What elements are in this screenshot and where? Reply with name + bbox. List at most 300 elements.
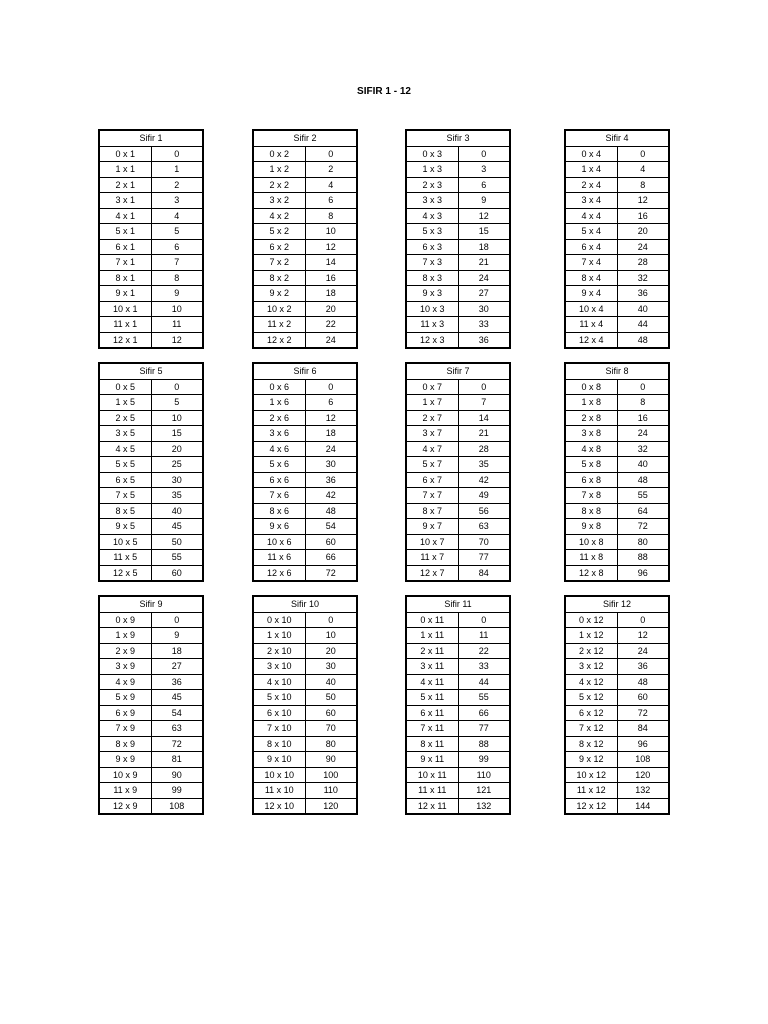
product-cell: 48 — [617, 332, 669, 348]
table-heading: Sifir 1 — [99, 130, 203, 146]
table-row — [406, 767, 510, 783]
table-row — [99, 301, 203, 317]
product-cell: 18 — [458, 239, 510, 255]
table-row — [253, 286, 357, 302]
table-row — [565, 736, 669, 752]
expression-cell: 3 x 2 — [253, 193, 305, 209]
expression-cell: 12 x 8 — [565, 565, 617, 581]
table-row — [565, 612, 669, 628]
table-row — [99, 410, 203, 426]
expression-cell: 7 x 10 — [253, 721, 305, 737]
table-row — [406, 317, 510, 333]
expression-cell: 12 x 10 — [253, 798, 305, 814]
table-row — [99, 457, 203, 473]
table-row — [99, 519, 203, 535]
expression-cell: 1 x 11 — [406, 628, 458, 644]
product-cell: 24 — [617, 239, 669, 255]
product-cell: 0 — [151, 612, 203, 628]
product-cell: 0 — [617, 612, 669, 628]
table-row — [565, 752, 669, 768]
expression-cell: 9 x 12 — [565, 752, 617, 768]
table-row — [406, 255, 510, 271]
table-row — [253, 317, 357, 333]
table-row — [99, 162, 203, 178]
product-cell: 0 — [458, 146, 510, 162]
expression-cell: 5 x 10 — [253, 690, 305, 706]
expression-cell: 2 x 11 — [406, 643, 458, 659]
table-row — [406, 286, 510, 302]
product-cell: 1 — [151, 162, 203, 178]
expression-cell: 4 x 3 — [406, 208, 458, 224]
expression-cell: 7 x 2 — [253, 255, 305, 271]
expression-cell: 10 x 9 — [99, 767, 151, 783]
table-row — [253, 177, 357, 193]
expression-cell: 6 x 6 — [253, 472, 305, 488]
product-cell: 44 — [458, 674, 510, 690]
expression-cell: 0 x 1 — [99, 146, 151, 162]
expression-cell: 2 x 8 — [565, 410, 617, 426]
table-row — [406, 239, 510, 255]
expression-cell: 11 x 2 — [253, 317, 305, 333]
product-cell: 12 — [458, 208, 510, 224]
product-cell: 36 — [305, 472, 357, 488]
product-cell: 110 — [305, 783, 357, 799]
table-row — [253, 659, 357, 675]
expression-cell: 12 x 11 — [406, 798, 458, 814]
product-cell: 20 — [151, 441, 203, 457]
table-row — [253, 208, 357, 224]
product-cell: 40 — [617, 301, 669, 317]
product-cell: 54 — [305, 519, 357, 535]
expression-cell: 9 x 2 — [253, 286, 305, 302]
table-row — [565, 705, 669, 721]
product-cell: 120 — [305, 798, 357, 814]
table-row — [565, 410, 669, 426]
expression-cell: 4 x 6 — [253, 441, 305, 457]
table-row — [565, 472, 669, 488]
expression-cell: 11 x 5 — [99, 550, 151, 566]
table-row — [406, 534, 510, 550]
expression-cell: 0 x 12 — [565, 612, 617, 628]
product-cell: 30 — [305, 457, 357, 473]
table-row — [565, 332, 669, 348]
expression-cell: 8 x 10 — [253, 736, 305, 752]
table-row — [565, 146, 669, 162]
product-cell: 9 — [458, 193, 510, 209]
expression-cell: 1 x 10 — [253, 628, 305, 644]
multiplication-table — [564, 129, 670, 349]
expression-cell: 10 x 12 — [565, 767, 617, 783]
expression-cell: 7 x 4 — [565, 255, 617, 271]
expression-cell: 1 x 8 — [565, 395, 617, 411]
table-row — [565, 503, 669, 519]
table-row — [565, 534, 669, 550]
table-row — [406, 488, 510, 504]
multiplication-table — [564, 362, 670, 582]
table-row — [565, 255, 669, 271]
table-row — [253, 767, 357, 783]
table-row — [565, 441, 669, 457]
expression-cell: 12 x 9 — [99, 798, 151, 814]
table-heading: Sifir 9 — [99, 596, 203, 612]
table-row — [406, 736, 510, 752]
product-cell: 60 — [151, 565, 203, 581]
table-row — [406, 519, 510, 535]
table-row — [406, 643, 510, 659]
product-cell: 80 — [617, 534, 669, 550]
product-cell: 120 — [617, 767, 669, 783]
expression-cell: 5 x 2 — [253, 224, 305, 240]
table-row — [565, 628, 669, 644]
expression-cell: 2 x 6 — [253, 410, 305, 426]
product-cell: 81 — [151, 752, 203, 768]
table-row — [406, 457, 510, 473]
product-cell: 36 — [458, 332, 510, 348]
table-row — [253, 410, 357, 426]
expression-cell: 7 x 6 — [253, 488, 305, 504]
expression-cell: 0 x 7 — [406, 379, 458, 395]
expression-cell: 11 x 1 — [99, 317, 151, 333]
product-cell: 55 — [458, 690, 510, 706]
expression-cell: 8 x 9 — [99, 736, 151, 752]
expression-cell: 6 x 7 — [406, 472, 458, 488]
expression-cell: 3 x 5 — [99, 426, 151, 442]
product-cell: 90 — [305, 752, 357, 768]
table-row — [406, 565, 510, 581]
expression-cell: 1 x 3 — [406, 162, 458, 178]
table-row — [99, 767, 203, 783]
table-row — [253, 426, 357, 442]
table-row — [99, 146, 203, 162]
product-cell: 33 — [458, 659, 510, 675]
product-cell: 30 — [305, 659, 357, 675]
expression-cell: 4 x 2 — [253, 208, 305, 224]
expression-cell: 8 x 3 — [406, 270, 458, 286]
table-heading: Sifir 10 — [253, 596, 357, 612]
expression-cell: 11 x 4 — [565, 317, 617, 333]
product-cell: 48 — [305, 503, 357, 519]
product-cell: 42 — [458, 472, 510, 488]
product-cell: 99 — [151, 783, 203, 799]
table-row — [565, 690, 669, 706]
product-cell: 7 — [458, 395, 510, 411]
product-cell: 8 — [305, 208, 357, 224]
product-cell: 16 — [305, 270, 357, 286]
product-cell: 54 — [151, 705, 203, 721]
expression-cell: 5 x 8 — [565, 457, 617, 473]
expression-cell: 1 x 5 — [99, 395, 151, 411]
product-cell: 6 — [305, 395, 357, 411]
product-cell: 0 — [305, 612, 357, 628]
table-row — [406, 659, 510, 675]
page-title: SIFIR 1 - 12 — [357, 86, 411, 97]
multiplication-table — [252, 362, 358, 582]
expression-cell: 5 x 11 — [406, 690, 458, 706]
table-row — [253, 162, 357, 178]
table-row — [406, 503, 510, 519]
expression-cell: 9 x 8 — [565, 519, 617, 535]
expression-cell: 12 x 7 — [406, 565, 458, 581]
table-row — [99, 534, 203, 550]
expression-cell: 5 x 6 — [253, 457, 305, 473]
product-cell: 77 — [458, 721, 510, 737]
expression-cell: 6 x 9 — [99, 705, 151, 721]
expression-cell: 2 x 1 — [99, 177, 151, 193]
product-cell: 21 — [458, 255, 510, 271]
product-cell: 144 — [617, 798, 669, 814]
expression-cell: 0 x 2 — [253, 146, 305, 162]
expression-cell: 12 x 4 — [565, 332, 617, 348]
expression-cell: 12 x 6 — [253, 565, 305, 581]
expression-cell: 1 x 6 — [253, 395, 305, 411]
table-row — [253, 519, 357, 535]
expression-cell: 6 x 1 — [99, 239, 151, 255]
expression-cell: 0 x 8 — [565, 379, 617, 395]
expression-cell: 4 x 5 — [99, 441, 151, 457]
multiplication-table — [252, 129, 358, 349]
product-cell: 60 — [305, 534, 357, 550]
product-cell: 4 — [617, 162, 669, 178]
table-row — [253, 736, 357, 752]
product-cell: 0 — [458, 612, 510, 628]
expression-cell: 4 x 11 — [406, 674, 458, 690]
product-cell: 64 — [617, 503, 669, 519]
product-cell: 121 — [458, 783, 510, 799]
expression-cell: 10 x 2 — [253, 301, 305, 317]
table-row — [99, 472, 203, 488]
table-row — [406, 674, 510, 690]
table-row — [406, 208, 510, 224]
table-row — [99, 332, 203, 348]
expression-cell: 9 x 11 — [406, 752, 458, 768]
expression-cell: 10 x 8 — [565, 534, 617, 550]
table-row — [406, 270, 510, 286]
table-row — [99, 208, 203, 224]
multiplication-table — [405, 595, 511, 815]
product-cell: 45 — [151, 519, 203, 535]
table-row — [99, 736, 203, 752]
expression-cell: 8 x 6 — [253, 503, 305, 519]
table-row — [99, 674, 203, 690]
expression-cell: 7 x 3 — [406, 255, 458, 271]
expression-cell: 10 x 10 — [253, 767, 305, 783]
table-row — [99, 503, 203, 519]
expression-cell: 12 x 2 — [253, 332, 305, 348]
expression-cell: 10 x 5 — [99, 534, 151, 550]
table-heading: Sifir 6 — [253, 363, 357, 379]
expression-cell: 5 x 7 — [406, 457, 458, 473]
expression-cell: 5 x 12 — [565, 690, 617, 706]
product-cell: 84 — [617, 721, 669, 737]
product-cell: 44 — [617, 317, 669, 333]
product-cell: 3 — [151, 193, 203, 209]
table-row — [253, 395, 357, 411]
expression-cell: 10 x 7 — [406, 534, 458, 550]
table-row — [406, 224, 510, 240]
product-cell: 24 — [617, 643, 669, 659]
table-row — [406, 332, 510, 348]
table-row — [253, 379, 357, 395]
expression-cell: 6 x 11 — [406, 705, 458, 721]
product-cell: 9 — [151, 628, 203, 644]
expression-cell: 7 x 9 — [99, 721, 151, 737]
expression-cell: 2 x 7 — [406, 410, 458, 426]
table-row — [565, 177, 669, 193]
table-row — [406, 410, 510, 426]
product-cell: 24 — [305, 332, 357, 348]
expression-cell: 5 x 3 — [406, 224, 458, 240]
table-row — [253, 301, 357, 317]
product-cell: 8 — [151, 270, 203, 286]
product-cell: 16 — [617, 410, 669, 426]
product-cell: 2 — [305, 162, 357, 178]
expression-cell: 11 x 11 — [406, 783, 458, 799]
table-row — [565, 721, 669, 737]
product-cell: 6 — [458, 177, 510, 193]
table-row — [99, 395, 203, 411]
product-cell: 88 — [458, 736, 510, 752]
expression-cell: 7 x 5 — [99, 488, 151, 504]
expression-cell: 9 x 1 — [99, 286, 151, 302]
expression-cell: 6 x 12 — [565, 705, 617, 721]
table-row — [99, 690, 203, 706]
product-cell: 25 — [151, 457, 203, 473]
table-row — [565, 193, 669, 209]
expression-cell: 10 x 1 — [99, 301, 151, 317]
table-row — [99, 565, 203, 581]
table-row — [99, 798, 203, 814]
table-row — [565, 208, 669, 224]
table-row — [253, 488, 357, 504]
expression-cell: 0 x 10 — [253, 612, 305, 628]
product-cell: 66 — [305, 550, 357, 566]
multiplication-table — [564, 595, 670, 815]
expression-cell: 3 x 12 — [565, 659, 617, 675]
table-row — [565, 457, 669, 473]
expression-cell: 4 x 8 — [565, 441, 617, 457]
table-row — [406, 612, 510, 628]
product-cell: 0 — [617, 379, 669, 395]
product-cell: 40 — [305, 674, 357, 690]
expression-cell: 9 x 6 — [253, 519, 305, 535]
expression-cell: 2 x 12 — [565, 643, 617, 659]
table-row — [99, 426, 203, 442]
expression-cell: 1 x 4 — [565, 162, 617, 178]
expression-cell: 12 x 1 — [99, 332, 151, 348]
product-cell: 70 — [458, 534, 510, 550]
product-cell: 24 — [305, 441, 357, 457]
table-heading: Sifir 11 — [406, 596, 510, 612]
product-cell: 22 — [458, 643, 510, 659]
expression-cell: 6 x 2 — [253, 239, 305, 255]
expression-cell: 12 x 5 — [99, 565, 151, 581]
product-cell: 30 — [151, 472, 203, 488]
multiplication-table — [98, 595, 204, 815]
product-cell: 60 — [305, 705, 357, 721]
product-cell: 10 — [151, 301, 203, 317]
expression-cell: 3 x 8 — [565, 426, 617, 442]
expression-cell: 10 x 11 — [406, 767, 458, 783]
product-cell: 2 — [151, 177, 203, 193]
product-cell: 63 — [458, 519, 510, 535]
product-cell: 12 — [617, 628, 669, 644]
table-row — [253, 628, 357, 644]
expression-cell: 11 x 7 — [406, 550, 458, 566]
expression-cell: 8 x 4 — [565, 270, 617, 286]
table-row — [253, 457, 357, 473]
table-row — [406, 162, 510, 178]
table-heading: Sifir 3 — [406, 130, 510, 146]
table-row — [565, 659, 669, 675]
expression-cell: 8 x 5 — [99, 503, 151, 519]
expression-cell: 2 x 5 — [99, 410, 151, 426]
table-row — [253, 503, 357, 519]
expression-cell: 4 x 7 — [406, 441, 458, 457]
expression-cell: 3 x 11 — [406, 659, 458, 675]
table-row — [406, 628, 510, 644]
product-cell: 28 — [617, 255, 669, 271]
expression-cell: 9 x 4 — [565, 286, 617, 302]
table-row — [565, 301, 669, 317]
product-cell: 36 — [617, 286, 669, 302]
table-row — [99, 379, 203, 395]
table-heading: Sifir 12 — [565, 596, 669, 612]
table-row — [99, 441, 203, 457]
table-row — [406, 193, 510, 209]
product-cell: 6 — [305, 193, 357, 209]
expression-cell: 2 x 9 — [99, 643, 151, 659]
expression-cell: 11 x 3 — [406, 317, 458, 333]
product-cell: 4 — [305, 177, 357, 193]
product-cell: 36 — [151, 674, 203, 690]
expression-cell: 10 x 4 — [565, 301, 617, 317]
expression-cell: 0 x 4 — [565, 146, 617, 162]
table-row — [99, 659, 203, 675]
expression-cell: 6 x 5 — [99, 472, 151, 488]
product-cell: 15 — [151, 426, 203, 442]
table-row — [565, 224, 669, 240]
expression-cell: 3 x 3 — [406, 193, 458, 209]
table-row — [565, 550, 669, 566]
table-row — [406, 690, 510, 706]
expression-cell: 3 x 10 — [253, 659, 305, 675]
table-heading: Sifir 5 — [99, 363, 203, 379]
expression-cell: 1 x 1 — [99, 162, 151, 178]
product-cell: 18 — [305, 426, 357, 442]
table-row — [99, 643, 203, 659]
table-row — [406, 301, 510, 317]
table-row — [99, 705, 203, 721]
expression-cell: 8 x 1 — [99, 270, 151, 286]
product-cell: 0 — [305, 379, 357, 395]
product-cell: 90 — [151, 767, 203, 783]
product-cell: 55 — [617, 488, 669, 504]
expression-cell: 3 x 1 — [99, 193, 151, 209]
table-row — [565, 643, 669, 659]
product-cell: 10 — [305, 224, 357, 240]
expression-cell: 8 x 11 — [406, 736, 458, 752]
expression-cell: 2 x 2 — [253, 177, 305, 193]
expression-cell: 11 x 9 — [99, 783, 151, 799]
expression-cell: 10 x 6 — [253, 534, 305, 550]
table-row — [406, 426, 510, 442]
product-cell: 0 — [458, 379, 510, 395]
table-row — [253, 612, 357, 628]
expression-cell: 11 x 6 — [253, 550, 305, 566]
table-row — [253, 224, 357, 240]
product-cell: 12 — [617, 193, 669, 209]
product-cell: 0 — [151, 379, 203, 395]
